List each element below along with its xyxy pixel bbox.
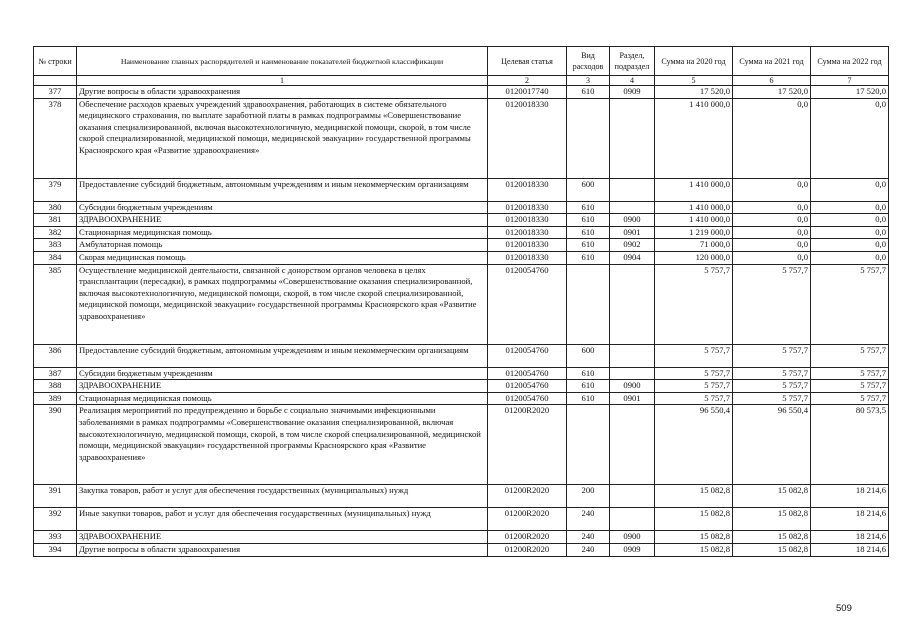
table-row	[34, 543, 889, 556]
target-article: 0120018330	[488, 226, 567, 239]
row-name: Другие вопросы в области здравоохранения	[77, 86, 488, 99]
target-article: 0120018330	[488, 98, 567, 178]
row-name: Стационарная медицинская помощь	[77, 392, 488, 405]
row-name: Иные закупки товаров, работ и услуг для обеспечения государственных (муниципальных) нужд	[77, 508, 488, 531]
expense-type	[567, 264, 610, 344]
section-code: 0902	[610, 239, 655, 252]
section-code: 0901	[610, 226, 655, 239]
section-code: 0909	[610, 543, 655, 556]
row-number: 386	[34, 344, 77, 367]
sum-2022: 5 757,7	[811, 380, 889, 393]
target-article: 01200R2020	[488, 485, 567, 508]
row-name: Предоставление субсидий бюджетным, автономным учреждениям и иным некоммерческим организациям	[77, 178, 488, 201]
sum-2021: 0,0	[733, 178, 811, 201]
sum-2020: 15 082,8	[655, 531, 733, 544]
target-article: 01200R2020	[488, 405, 567, 485]
expense-type: 610	[567, 251, 610, 264]
header-target-article: Целевая статья	[488, 47, 567, 76]
expense-type: 610	[567, 214, 610, 227]
column-number: 6	[733, 76, 811, 86]
target-article: 01200R2020	[488, 508, 567, 531]
sum-2021: 15 082,8	[733, 531, 811, 544]
sum-2022: 0,0	[811, 178, 889, 201]
sum-2021: 0,0	[733, 251, 811, 264]
section-code: 0900	[610, 531, 655, 544]
column-number-row	[34, 76, 889, 86]
sum-2022: 0,0	[811, 226, 889, 239]
row-number: 394	[34, 543, 77, 556]
sum-2021: 0,0	[733, 226, 811, 239]
row-number: 379	[34, 178, 77, 201]
row-name: ЗДРАВООХРАНЕНИЕ	[77, 380, 488, 393]
row-number: 385	[34, 264, 77, 344]
column-number: 2	[488, 76, 567, 86]
header-row-number: № строки	[34, 47, 77, 76]
row-number: 383	[34, 239, 77, 252]
row-name: Скорая медицинская помощь	[77, 251, 488, 264]
table-row	[34, 392, 889, 405]
row-name: Амбулаторная помощь	[77, 239, 488, 252]
target-article: 01200R2020	[488, 543, 567, 556]
sum-2022: 18 214,6	[811, 543, 889, 556]
sum-2020: 5 757,7	[655, 344, 733, 367]
expense-type: 610	[567, 226, 610, 239]
column-number: 1	[77, 76, 488, 86]
header-section: Раздел, подраздел	[610, 47, 655, 76]
sum-2022: 5 757,7	[811, 264, 889, 344]
section-code	[610, 405, 655, 485]
row-number: 390	[34, 405, 77, 485]
header-expense-type: Вид расходов	[567, 47, 610, 76]
sum-2022: 80 573,5	[811, 405, 889, 485]
sum-2022: 18 214,6	[811, 508, 889, 531]
expense-type	[567, 98, 610, 178]
column-number: 4	[610, 76, 655, 86]
table-row	[34, 344, 889, 367]
sum-2021: 5 757,7	[733, 344, 811, 367]
sum-2022: 0,0	[811, 98, 889, 178]
column-number	[34, 76, 77, 86]
column-number: 5	[655, 76, 733, 86]
section-code	[610, 98, 655, 178]
target-article: 0120018330	[488, 178, 567, 201]
row-number: 393	[34, 531, 77, 544]
row-name: Закупка товаров, работ и услуг для обеспечения государственных (муниципальных) нужд	[77, 485, 488, 508]
sum-2021: 0,0	[733, 214, 811, 227]
sum-2022: 0,0	[811, 201, 889, 214]
target-article: 0120054760	[488, 392, 567, 405]
table-row	[34, 508, 889, 531]
sum-2022: 18 214,6	[811, 531, 889, 544]
target-article: 0120018330	[488, 239, 567, 252]
expense-type: 240	[567, 531, 610, 544]
section-code: 0900	[610, 214, 655, 227]
row-number: 388	[34, 380, 77, 393]
row-number: 387	[34, 367, 77, 380]
header-sum-2022: Сумма на 2022 год	[811, 47, 889, 76]
section-code	[610, 264, 655, 344]
page-number: 509	[836, 603, 852, 614]
table-row	[34, 251, 889, 264]
budget-table	[33, 46, 889, 557]
expense-type: 240	[567, 543, 610, 556]
row-number: 377	[34, 86, 77, 99]
sum-2022: 18 214,6	[811, 485, 889, 508]
sum-2020: 96 550,4	[655, 405, 733, 485]
sum-2021: 5 757,7	[733, 367, 811, 380]
expense-type: 600	[567, 344, 610, 367]
row-name: Предоставление субсидий бюджетным, автономным учреждениям и иным некоммерческим организациям	[77, 344, 488, 367]
sum-2020: 1 410 000,0	[655, 201, 733, 214]
sum-2022: 5 757,7	[811, 367, 889, 380]
expense-type: 610	[567, 86, 610, 99]
sum-2022: 17 520,0	[811, 86, 889, 99]
expense-type: 610	[567, 201, 610, 214]
row-number: 384	[34, 251, 77, 264]
table-row	[34, 485, 889, 508]
section-code	[610, 344, 655, 367]
sum-2021: 15 082,8	[733, 485, 811, 508]
row-name: Субсидии бюджетным учреждениям	[77, 367, 488, 380]
table-row	[34, 405, 889, 485]
table-row	[34, 380, 889, 393]
expense-type: 600	[567, 178, 610, 201]
sum-2022: 0,0	[811, 239, 889, 252]
section-code: 0900	[610, 380, 655, 393]
section-code: 0904	[610, 251, 655, 264]
row-number: 389	[34, 392, 77, 405]
table-row	[34, 531, 889, 544]
row-name: Обеспечение расходов краевых учреждений здравоохранения, работающих в системе обязательного медицинского страхования, по выплате заработной платы в рамках подпрограммы «Совершенствование оказания специализированной, включая высокотехнологичную, медицинской помощи, скорой, в том числе скорой специализированной, медицинской помощи, медицинской эвакуации» государственной программы Красноярского края «Развитие здравоохранения»	[77, 98, 488, 178]
row-number: 381	[34, 214, 77, 227]
row-number: 382	[34, 226, 77, 239]
row-name: Субсидии бюджетным учреждениям	[77, 201, 488, 214]
sum-2021: 0,0	[733, 201, 811, 214]
table-row	[34, 264, 889, 344]
section-code	[610, 178, 655, 201]
section-code	[610, 367, 655, 380]
row-name: ЗДРАВООХРАНЕНИЕ	[77, 214, 488, 227]
row-number: 380	[34, 201, 77, 214]
expense-type: 610	[567, 392, 610, 405]
table-row	[34, 239, 889, 252]
header-name: Наименование главных распорядителей и наименование показателей бюджетной классификации	[77, 47, 488, 76]
sum-2020: 15 082,8	[655, 485, 733, 508]
sum-2020: 5 757,7	[655, 367, 733, 380]
sum-2021: 5 757,7	[733, 392, 811, 405]
section-code: 0909	[610, 86, 655, 99]
sum-2020: 1 410 000,0	[655, 98, 733, 178]
table-body	[34, 86, 889, 557]
sum-2020: 71 000,0	[655, 239, 733, 252]
expense-type: 610	[567, 367, 610, 380]
target-article: 0120054760	[488, 264, 567, 344]
column-number: 3	[567, 76, 610, 86]
sum-2022: 5 757,7	[811, 344, 889, 367]
row-name: ЗДРАВООХРАНЕНИЕ	[77, 531, 488, 544]
row-name: Другие вопросы в области здравоохранения	[77, 543, 488, 556]
expense-type: 240	[567, 508, 610, 531]
expense-type: 610	[567, 239, 610, 252]
expense-type: 610	[567, 380, 610, 393]
row-name: Реализация мероприятий по предупреждению и борьбе с социально значимыми инфекционными заболеваниями в рамках подпрограммы «Совершенствование оказания специализированной, включая высокотехнологичную, медицинской помощи, скорой, в том числе скорой специализированной, медицинской помощи, медицинской эвакуации» государственной программы Красноярского края «Развитие здравоохранения»	[77, 405, 488, 485]
table-row	[34, 98, 889, 178]
section-code	[610, 508, 655, 531]
header-sum-2020: Сумма на 2020 год	[655, 47, 733, 76]
sum-2020: 120 000,0	[655, 251, 733, 264]
target-article: 0120018330	[488, 214, 567, 227]
sum-2020: 1 219 000,0	[655, 226, 733, 239]
table-row	[34, 226, 889, 239]
row-number: 378	[34, 98, 77, 178]
table-row	[34, 86, 889, 99]
section-code: 0901	[610, 392, 655, 405]
sum-2021: 5 757,7	[733, 264, 811, 344]
target-article: 0120054760	[488, 344, 567, 367]
table-row	[34, 367, 889, 380]
sum-2021: 15 082,8	[733, 543, 811, 556]
target-article: 0120054760	[488, 380, 567, 393]
sum-2020: 5 757,7	[655, 392, 733, 405]
sum-2021: 5 757,7	[733, 380, 811, 393]
sum-2020: 5 757,7	[655, 264, 733, 344]
target-article: 0120017740	[488, 86, 567, 99]
sum-2020: 15 082,8	[655, 543, 733, 556]
table-header-row	[34, 47, 889, 76]
sum-2020: 17 520,0	[655, 86, 733, 99]
table-row	[34, 178, 889, 201]
table-row	[34, 214, 889, 227]
table-row	[34, 201, 889, 214]
sum-2022: 5 757,7	[811, 392, 889, 405]
header-sum-2021: Сумма на 2021 год	[733, 47, 811, 76]
row-name: Стационарная медицинская помощь	[77, 226, 488, 239]
sum-2022: 0,0	[811, 214, 889, 227]
sum-2020: 1 410 000,0	[655, 214, 733, 227]
sum-2021: 0,0	[733, 239, 811, 252]
row-name: Осуществление медицинской деятельности, связанной с донорством органов человека в целях трансплантации (пересадки), в рамках подпрограммы «Совершенствование оказания специализированной, включая высокотехнологичную, медицинской помощи, скорой, в том числе скорой специализированной, медицинской помощи, медицинской эвакуации» государственной программы Красноярского края «Развитие здравоохранения»	[77, 264, 488, 344]
target-article: 0120018330	[488, 251, 567, 264]
budget-document	[33, 46, 888, 557]
sum-2021: 96 550,4	[733, 405, 811, 485]
section-code	[610, 201, 655, 214]
sum-2020: 1 410 000,0	[655, 178, 733, 201]
sum-2021: 0,0	[733, 98, 811, 178]
row-number: 391	[34, 485, 77, 508]
sum-2022: 0,0	[811, 251, 889, 264]
expense-type: 200	[567, 485, 610, 508]
sum-2021: 17 520,0	[733, 86, 811, 99]
section-code	[610, 485, 655, 508]
target-article: 0120018330	[488, 201, 567, 214]
target-article: 01200R2020	[488, 531, 567, 544]
sum-2020: 5 757,7	[655, 380, 733, 393]
sum-2021: 15 082,8	[733, 508, 811, 531]
row-number: 392	[34, 508, 77, 531]
expense-type	[567, 405, 610, 485]
sum-2020: 15 082,8	[655, 508, 733, 531]
target-article: 0120054760	[488, 367, 567, 380]
column-number: 7	[811, 76, 889, 86]
